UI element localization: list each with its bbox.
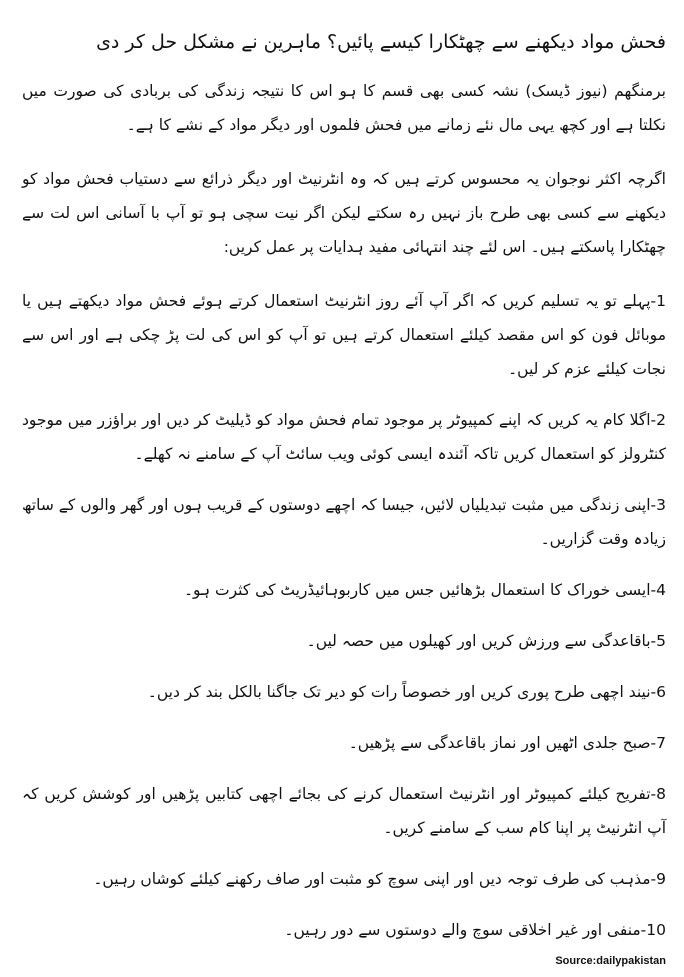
- tip-number: 5-: [650, 632, 666, 650]
- tip-text: تفریح کیلئے کمپیوٹر اور انٹرنیٹ استعمال کرنے کی بجائے اچھی کتابیں پڑھیں اور کوشش کریں کہ آپ انٹرنیٹ پر اپنا کام سب کے سامنے کریں۔: [22, 785, 666, 837]
- tip-text: پہلے تو یہ تسلیم کریں کہ اگر آپ آئے روز انٹرنیٹ استعمال کرتے ہوئے فحش مواد دیکھتے ہیں یا موبائل فون کو اس مقصد کیلئے استعمال کرتے ہیں تو آپ کو اس کی لت پڑ چکی ہے اور اس سے نجات کیلئے عزم کر لیں۔: [22, 292, 666, 378]
- tip-item-1: [22, 284, 666, 386]
- tip-item-3: [22, 488, 666, 556]
- tip-item-7: [22, 726, 666, 760]
- tip-number: 3-: [650, 496, 666, 514]
- tip-number: 9-: [650, 870, 666, 888]
- tip-item-5: [22, 624, 666, 658]
- tip-number: 8-: [650, 785, 666, 803]
- tip-item-8: [22, 777, 666, 845]
- tip-item-10: [22, 913, 666, 947]
- tips-list: [22, 284, 666, 947]
- tip-text: منفی اور غیر اخلاقی سوچ والے دوستوں سے دور رہیں۔: [284, 921, 641, 939]
- tip-number: 4-: [650, 581, 666, 599]
- tip-item-6: [22, 675, 666, 709]
- tip-text: اگلا کام یہ کریں کہ اپنے کمپیوٹر پر موجود تمام فحش مواد کو ڈیلیٹ کر دیں اور براؤزر میں موجود کنٹرولز کو استعمال کریں تاکہ آئندہ ایسی کوئی ویب سائٹ آپ کے سامنے نہ کھلے۔: [22, 411, 666, 463]
- tip-text: اپنی زندگی میں مثبت تبدیلیاں لائیں، جیسا کہ اچھے دوستوں کے قریب ہوں اور گھر والوں کے ساتھ زیادہ وقت گزاریں۔: [22, 496, 666, 548]
- tip-number: 1-: [650, 292, 666, 310]
- tip-number: 2-: [650, 411, 666, 429]
- intro-paragraph: برمنگھم (نیوز ڈیسک) نشہ کسی بھی قسم کا ہو اس کا نتیجہ زندگی کی بربادی کی صورت میں نکلتا ہے اور کچھ یہی مال نئے زمانے میں فحش فلموں اور دیگر مواد کے نشے کا ہے۔: [22, 82, 666, 134]
- tip-number: 6-: [650, 683, 666, 701]
- tip-text: صبح جلدی اٹھیں اور نماز باقاعدگی سے پڑھیں۔: [348, 734, 651, 752]
- article-title: فحش مواد دیکھنے سے چھٹکارا کیسے پائیں؟ ماہرین نے مشکل حل کر دی: [96, 31, 666, 53]
- tip-text: مذہب کی طرف توجہ دیں اور اپنی سوچ کو مثبت اور صاف رکھنے کیلئے کوشاں رہیں۔: [93, 870, 651, 888]
- tip-number: 10-: [640, 921, 666, 939]
- tip-item-2: [22, 403, 666, 471]
- tip-text: باقاعدگی سے ورزش کریں اور کھیلوں میں حصہ لیں۔: [306, 632, 651, 650]
- tip-text: ایسی خوراک کا استعمال بڑھائیں جس میں کاربوہائیڈریٹ کی کثرت ہو۔: [183, 581, 651, 599]
- tip-item-4: [22, 573, 666, 607]
- tip-item-9: [22, 862, 666, 896]
- lead-paragraph: اگرچہ اکثر نوجوان یہ محسوس کرتے ہیں کہ وہ انٹرنیٹ اور دیگر ذرائع سے دستیاب فحش مواد کو دیکھنے سے کسی بھی طرح باز نہیں رہ سکتے لیکن اگر نیت سچی ہو تو آپ با آسانی اس لت سے چھٹکارا پاسکتے ہیں۔ اس لئے چند انتہائی مفید ہدایات پر عمل کریں:: [22, 170, 666, 256]
- tip-number: 7-: [650, 734, 666, 752]
- source-credit: Source:dailypakistan: [555, 955, 666, 967]
- tip-text: نیند اچھی طرح پوری کریں اور خصوصاً رات کو دیر تک جاگنا بالکل بند کر دیں۔: [147, 683, 651, 701]
